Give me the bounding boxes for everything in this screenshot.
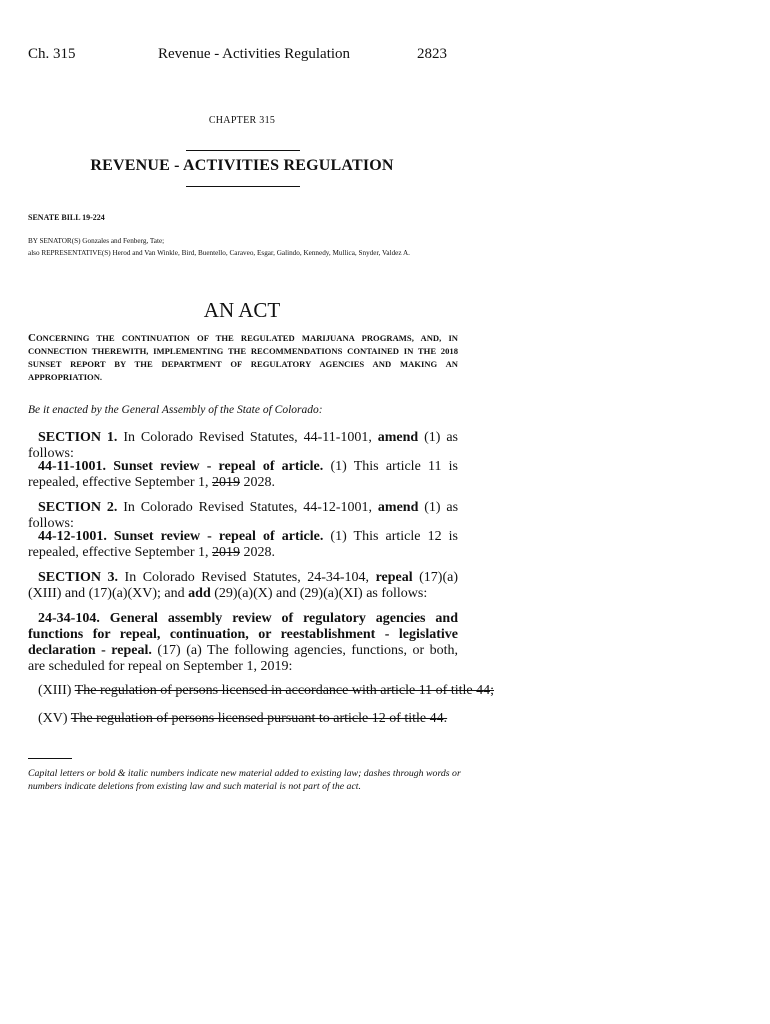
section-1-amend-heading: 44-11-1001. Sunset review - repeal of article. — [38, 459, 324, 474]
running-header-chapter: Ch. 315 — [28, 46, 76, 62]
section-1-text: In Colorado Revised Statutes, 44-11-1001, — [123, 430, 372, 445]
footnote-rule — [28, 758, 72, 759]
chapter-title: REVENUE - ACTIVITIES REGULATION — [90, 157, 394, 174]
section-3 — [28, 570, 458, 602]
repealed-item-xiii — [38, 683, 494, 699]
section-1-struck-year: 2019 — [211, 475, 240, 490]
section-3-amendment — [28, 611, 458, 675]
section-2-amend-text: (1) This article 12 is repealed, effective September 1, — [28, 529, 458, 560]
bill-number: SENATE BILL 19-224 — [28, 213, 105, 222]
section-3-label: SECTION 3. — [38, 570, 119, 585]
sponsors-block — [28, 235, 458, 259]
section-3-amend-heading: 24-34-104. General assembly review of regulatory agencies and functions for repeal, continuation, or reestablishment - legislative declaration - repeal. — [28, 611, 458, 658]
section-1-new-year: 2028. — [243, 475, 275, 490]
section-3-action-repeal: repeal — [375, 570, 413, 585]
section-2-action: amend — [377, 500, 419, 515]
section-3-text: In Colorado Revised Statutes, 24-34-104, — [124, 570, 370, 585]
item-xv-label: (XV) — [38, 711, 68, 726]
senate-sponsors: BY SENATOR(S) Gonzales and Fenberg, Tate; — [28, 237, 165, 245]
enacting-clause: Be it enacted by the General Assembly of the State of Colorado: — [28, 404, 323, 416]
act-title-initial: C — [28, 332, 36, 344]
section-2-text-end: (1) as follows: — [28, 500, 459, 531]
section-3-text-mid: (17)(a)(XIII) and (17)(a)(XV); and — [28, 570, 459, 601]
section-1-amendment — [28, 459, 458, 491]
section-2 — [28, 500, 458, 532]
title-rule-bottom — [186, 186, 300, 187]
act-heading: AN ACT — [203, 298, 281, 322]
house-sponsors: also REPRESENTATIVE(S) Herod and Van Winkle, Bird, Buentello, Caraveo, Esgar, Galindo, Kennedy, Mullica, Snyder, Valdez A. — [28, 249, 410, 257]
section-3-text-end: (29)(a)(X) and (29)(a)(XI) as follows: — [214, 586, 428, 601]
section-2-new-year: 2028. — [243, 545, 275, 560]
footnote: Capital letters or bold & italic numbers indicate new material added to existing law; dashes through words or numbers indicate deletions from existing law and such material is not part of the act. — [28, 768, 461, 792]
item-xiii-label: (XIII) — [38, 683, 72, 698]
section-3-amend-text: (17) (a) The following agencies, functions, or both, are scheduled for repeal on September 1, 2019: — [28, 643, 458, 674]
title-rule-top — [186, 150, 300, 151]
running-header-title: Revenue - Activities Regulation — [158, 46, 351, 62]
section-1-action: amend — [377, 430, 419, 445]
section-2-label: SECTION 2. — [38, 500, 118, 515]
page-number: 2823 — [417, 46, 447, 62]
section-1-amend-text: (1) This article 11 is repealed, effective September 1, — [28, 459, 458, 490]
section-2-struck-year: 2019 — [211, 545, 240, 560]
chapter-label: CHAPTER 315 — [208, 115, 276, 126]
repealed-item-xv — [38, 711, 447, 727]
item-xiii-struck-text: The regulation of persons licensed in accordance with article 11 of title 44; — [74, 683, 495, 698]
act-title-clause — [28, 332, 458, 384]
section-1-label: SECTION 1. — [38, 430, 118, 445]
item-xv-struck-text: The regulation of persons licensed pursuant to article 12 of title 44. — [70, 711, 448, 726]
section-2-amendment — [28, 529, 458, 561]
section-1-text-end: (1) as follows: — [28, 430, 458, 461]
section-2-amend-heading: 44-12-1001. Sunset review - repeal of article. — [38, 529, 324, 544]
section-1 — [28, 430, 458, 462]
section-3-action-add: add — [188, 586, 211, 601]
section-2-text: In Colorado Revised Statutes, 44-12-1001, — [123, 500, 373, 515]
act-title-text: ONCERNING THE CONTINUATION OF THE REGULATED MARIJUANA PROGRAMS, AND, IN CONNECTION THEREWITH, IMPLEMENTING THE RECOMMENDATIONS CONTAINED IN THE 2018 SUNSET REPORT BY THE DEPARTMENT OF REGULATORY AGENCIES AND MAKING AN APPROPRIATION. — [28, 333, 458, 382]
